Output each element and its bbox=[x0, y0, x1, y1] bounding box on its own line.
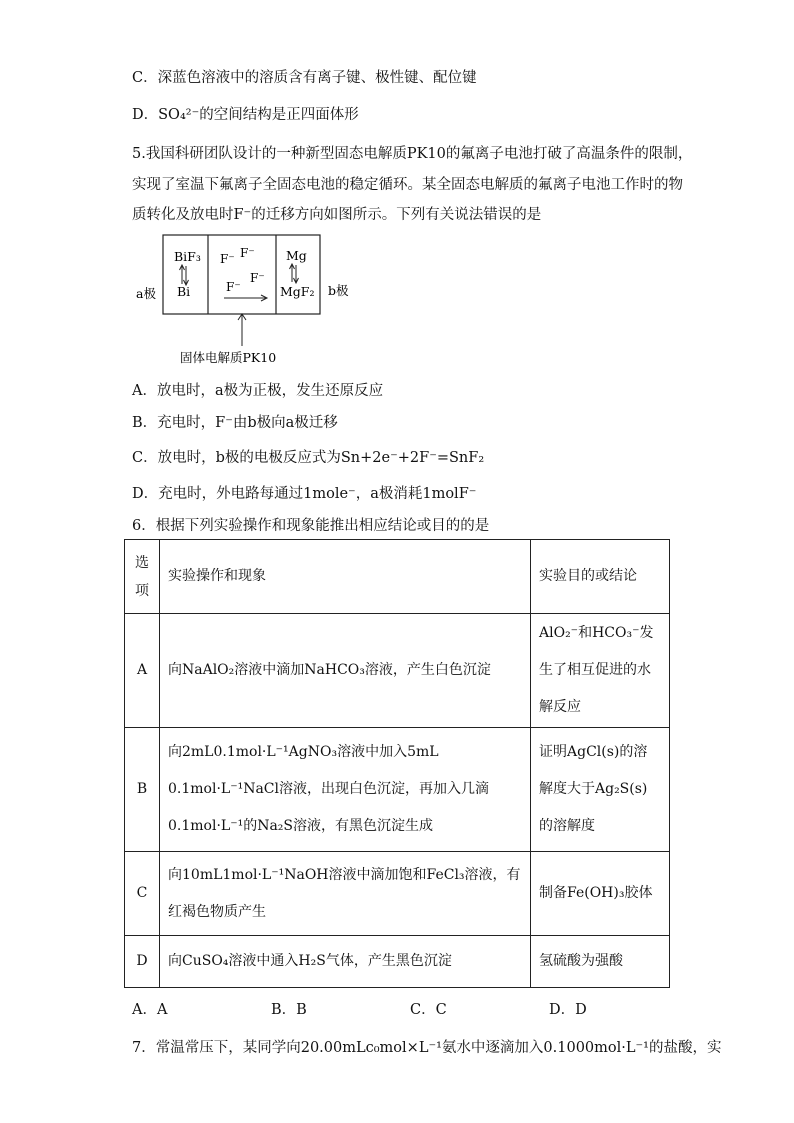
q5-stem-line1: 5.我国科研团队设计的一种新型固态电解质PK10的氟离子电池打破了高温条件的限制， bbox=[132, 146, 693, 162]
table-row bbox=[125, 614, 670, 728]
label-f1: F⁻ bbox=[220, 252, 235, 266]
q5-stem-line3: 质转化及放电时F⁻的迁移方向如图所示。下列有关说法错误的是 bbox=[132, 207, 542, 223]
row-option: D bbox=[125, 936, 160, 988]
label-bif3: BiF₃ bbox=[174, 249, 201, 264]
electrode-b-label: b极 bbox=[328, 283, 349, 298]
label-mgf2: MgF₂ bbox=[280, 284, 315, 299]
table-header-row bbox=[125, 540, 670, 614]
row-operation: 向CuSO₄溶液中通入H₂S气体，产生黑色沉淀 bbox=[160, 936, 531, 988]
table-row bbox=[125, 852, 670, 936]
answer-choice: B．B bbox=[271, 1002, 307, 1018]
label-f3: F⁻ bbox=[250, 271, 265, 285]
row-conclusion: 氢硫酸为强酸 bbox=[531, 936, 670, 988]
q5-option-d: D．充电时，外电路每通过1mole⁻，a极消耗1molF⁻ bbox=[132, 486, 477, 502]
row-option: A bbox=[125, 614, 160, 728]
answer-choice: D．D bbox=[549, 1002, 587, 1018]
q6-answer-choices bbox=[132, 998, 652, 1019]
label-bi: Bi bbox=[177, 284, 191, 299]
table-row bbox=[125, 728, 670, 852]
header-conclusion: 实验目的或结论 bbox=[531, 540, 670, 614]
label-mg: Mg bbox=[286, 248, 307, 263]
answer-choice: C．C bbox=[410, 1002, 447, 1018]
electrode-a-label: a极 bbox=[136, 286, 156, 301]
q5-option-a: A．放电时，a极为正极，发生还原反应 bbox=[132, 383, 384, 399]
row-operation: 向10mL1mol·L⁻¹NaOH溶液中滴加饱和FeCl₃溶液，有红褐色物质产生 bbox=[160, 852, 531, 936]
q5-option-b: B．充电时，F⁻由b极向a极迁移 bbox=[132, 415, 338, 431]
q5-stem-line2: 实现了室温下氟离子全固态电池的稳定循环。某全固态电解质的氟离子电池工作时的物 bbox=[132, 177, 683, 193]
row-conclusion: 制备Fe(OH)₃胶体 bbox=[531, 852, 670, 936]
row-conclusion: AlO₂⁻和HCO₃⁻发生了相互促进的水解反应 bbox=[531, 614, 670, 728]
row-conclusion: 证明AgCl(s)的溶解度大于Ag₂S(s)的溶解度 bbox=[531, 728, 670, 852]
label-f2: F⁻ bbox=[240, 246, 255, 260]
electrolyte-caption: 固体电解质PK10 bbox=[180, 350, 277, 365]
label-f4: F⁻ bbox=[226, 280, 241, 294]
row-option: C bbox=[125, 852, 160, 936]
header-option: 选项 bbox=[125, 540, 160, 614]
row-operation: 向2mL0.1mol·L⁻¹AgNO₃溶液中加入5mL 0.1mol·L⁻¹NaCl溶液，出现白色沉淀，再加入几滴0.1mol·L⁻¹的Na₂S溶液，有黑色沉淀生成 bbox=[160, 728, 531, 852]
experiment-table bbox=[124, 539, 670, 988]
battery-diagram bbox=[132, 232, 372, 367]
q4-option-d: D．SO₄²⁻的空间结构是正四面体形 bbox=[132, 107, 359, 123]
row-operation: 向NaAlO₂溶液中滴加NaHCO₃溶液，产生白色沉淀 bbox=[160, 614, 531, 728]
answer-choice: A．A bbox=[132, 1002, 168, 1018]
row-option: B bbox=[125, 728, 160, 852]
q5-option-c: C．放电时，b极的电极反应式为Sn+2e⁻+2F⁻=SnF₂ bbox=[132, 450, 485, 466]
q6-stem: 6．根据下列实验操作和现象能推出相应结论或目的的是 bbox=[132, 518, 490, 534]
table-row bbox=[125, 936, 670, 988]
header-operation: 实验操作和现象 bbox=[160, 540, 531, 614]
q4-option-c: C．深蓝色溶液中的溶质含有离子键、极性键、配位键 bbox=[132, 70, 477, 86]
q7-stem-line1: 7．常温常压下，某同学向20.00mLc₀mol×L⁻¹氨水中逐滴加入0.1000mol·L⁻¹的盐酸，实 bbox=[132, 1040, 722, 1056]
